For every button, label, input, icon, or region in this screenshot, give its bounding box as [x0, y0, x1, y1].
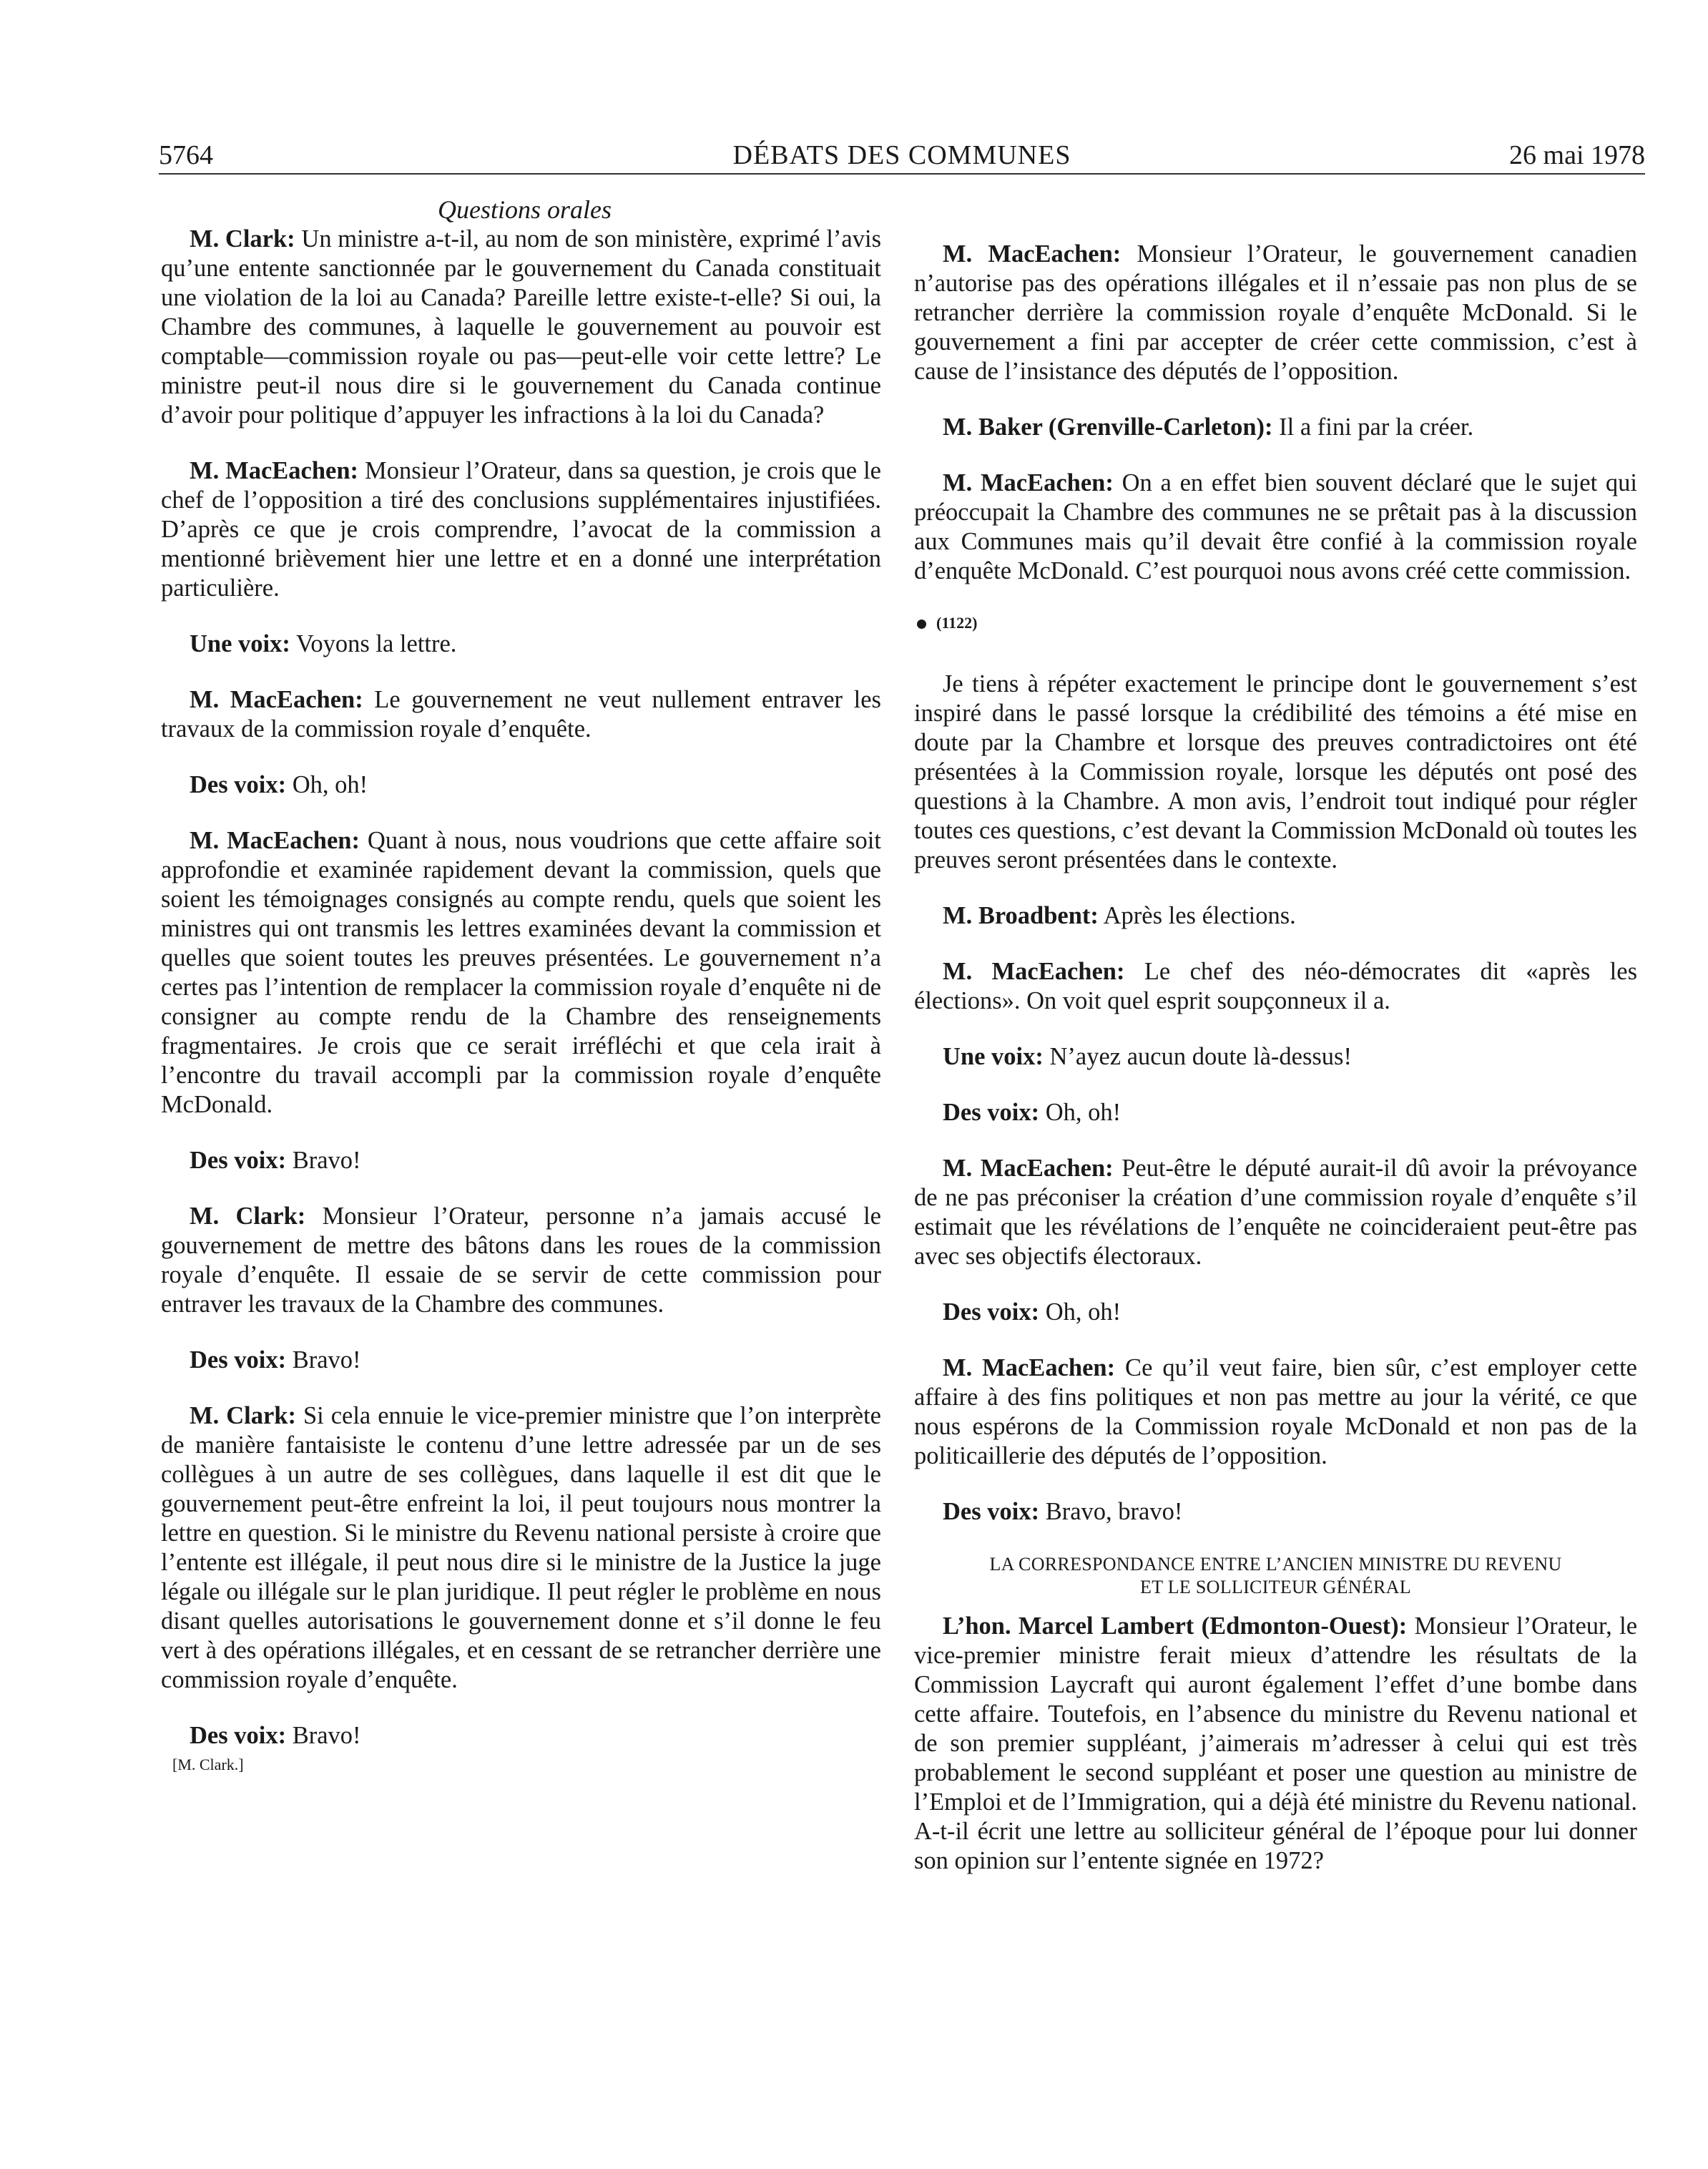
- speech-paragraph: [161, 770, 881, 800]
- speech-paragraph: [161, 1401, 881, 1695]
- speaker-name: Des voix:: [190, 1346, 287, 1374]
- time-marker: [914, 612, 1637, 634]
- speaker-name: M. MacEachen:: [943, 1155, 1114, 1182]
- speech-paragraph: [161, 826, 881, 1120]
- speech-text: Il a fini par la créer.: [1272, 413, 1474, 441]
- speech-paragraph: [914, 1298, 1637, 1327]
- section-heading-line: LA CORRESPONDANCE ENTRE L’ANCIEN MINISTRE DU REVENU: [989, 1554, 1562, 1575]
- speech-paragraph: [161, 225, 881, 430]
- speech-text: Bravo!: [286, 1722, 361, 1749]
- speaker-name: Des voix:: [190, 1722, 287, 1749]
- speech-paragraph: [914, 901, 1637, 931]
- speaker-name: M. MacEachen:: [190, 686, 363, 713]
- bullet-icon: [917, 620, 926, 629]
- speech-text: Bravo!: [286, 1346, 361, 1374]
- speech-text: Je tiens à répéter exactement le principe dont le gouvernement s’est inspiré dans le passé lorsque la crédibilité des témoins a été mise en doute par la Chambre et lorsque des preuves contradictoires ont été présentées à la Commission royale, lorsque les députés ont posé des questions à la Chambre. A mon avis, l’endroit tout indiqué pour régler toutes ces questions, c’est devant la Commission McDonald où toutes les preuves seront présentées dans le contexte.: [914, 670, 1637, 873]
- right-column: [914, 240, 1637, 1902]
- speech-text: Monsieur l’Orateur, le gouvernement canadien n’autorise pas des opérations illégales et il n’essaie pas non plus de se retrancher derrière la commission royale d’enquête McDonald. Si le gouvernement a fini par accepter de créer cette commission, c’est à cause de l’insistance des députés de l’opposition.: [914, 240, 1637, 385]
- page-number: 5764: [159, 140, 213, 170]
- speech-text: Monsieur l’Orateur, le vice-premier ministre ferait mieux d’attendre les résultats de la Commission Laycraft qui auront également l’effet d’une bombe dans cette affaire. Toutefois, en l’absence du ministre du Revenu national et de son premier suppléant, j’aimerais m’adresser à celui qui est très probablement le second suppléant et poser une question au ministre de l’Emploi et de l’Immigration, qui a déjà été ministre du Revenu national. A-t-il écrit une lettre au solliciteur général de l’époque pour lui donner son opinion sur l’entente signée en 1972?: [914, 1612, 1638, 1874]
- speech-text: Oh, oh!: [1039, 1099, 1122, 1126]
- section-title: Questions orales: [438, 195, 612, 224]
- speaker-name: M. MacEachen:: [943, 1354, 1116, 1381]
- speaker-name: M. MacEachen:: [190, 457, 359, 484]
- speech-text: On a en effet bien souvent déclaré que le sujet qui préoccupait la Chambre des communes ne se prêtait pas à la discussion aux Communes mais qu’il devait être confié à la commission royale d’enquête McDonald. C’est pourquoi nous avons créé cette commission.: [914, 469, 1637, 584]
- speech-paragraph: [914, 1154, 1637, 1271]
- speaker-name: Des voix:: [190, 1147, 287, 1174]
- speaker-name: M. MacEachen:: [943, 469, 1114, 496]
- speech-paragraph: [161, 456, 881, 603]
- time-marker-text: (1122): [936, 614, 978, 632]
- speaker-name: M. MacEachen:: [943, 240, 1122, 268]
- speech-text: Peut-être le député aurait-il dû avoir la prévoyance de ne pas préconiser la création d’une commission royale d’enquête s’il estimait que les révélations de l’enquête ne coincideraient peut-être pas avec ses objectifs électoraux.: [914, 1155, 1637, 1270]
- section-heading-line: ET LE SOLLICITEUR GÉNÉRAL: [1140, 1577, 1411, 1597]
- speech-text: Ce qu’il veut faire, bien sûr, c’est employer cette affaire à des fins politiques et non pas mettre au jour la vérité, ce que nous espérons de la Commission royale McDonald et non pas de la politicaillerie des députés de l’opposition.: [914, 1354, 1637, 1469]
- speech-paragraph: [914, 957, 1637, 1016]
- header-rule: [159, 173, 1645, 175]
- speaker-name: Des voix:: [943, 1498, 1040, 1525]
- speaker-name: M. Broadbent:: [943, 902, 1099, 929]
- speaker-name: M. Clark:: [190, 1203, 306, 1230]
- speech-paragraph: [914, 670, 1637, 875]
- speaker-name: Des voix:: [943, 1298, 1040, 1326]
- speech-text: Le gouvernement ne veut nullement entraver les travaux de la commission royale d’enquête.: [161, 686, 881, 743]
- speech-paragraph: [161, 685, 881, 744]
- speaker-name: M. Baker (Grenville-Carleton):: [943, 413, 1273, 441]
- speech-text: Voyons la lettre.: [290, 630, 457, 657]
- speech-text: Monsieur l’Orateur, dans sa question, je crois que le chef de l’opposition a tiré des conclusions supplémentaires injustifiées. D’après ce que je crois comprendre, l’avocat de la commission a mentionné brièvement hier une lettre et en a donné une interprétation particulière.: [161, 457, 881, 602]
- continuation-footnote: [M. Clark.]: [172, 1756, 244, 1773]
- speech-paragraph: [914, 1497, 1637, 1527]
- speech-paragraph: [914, 413, 1637, 442]
- speech-text: N’ayez aucun doute là-dessus!: [1043, 1043, 1352, 1070]
- speech-paragraph: [914, 240, 1637, 386]
- speech-text: Quant à nous, nous voudrions que cette affaire soit approfondie et examinée rapidement devant la commission, quels que soient les témoignages consignés au compte rendu, quels que soient les ministres qui ont transmis les lettres examinées devant la commission et quelles que soient toutes les preuves présentées. Le gouvernement n’a certes pas l’intention de remplacer la commission royale d’enquête ni de consigner au compte rendu de la Chambre des renseignements fragmentaires. Je crois que ce serait irréfléchi et que cela irait à l’encontre du travail accompli par la commission royale d’enquête McDonald.: [161, 827, 881, 1118]
- speech-text: Bravo!: [286, 1147, 361, 1174]
- speech-paragraph: [161, 1721, 881, 1751]
- page-header: [159, 139, 1645, 172]
- speech-text: Un ministre a-t-il, au nom de son ministère, exprimé l’avis qu’une entente sanctionnée par le gouvernement du Canada constituait une violation de la loi au Canada? Pareille lettre existe-t-elle? Si oui, la Chambre des communes, à laquelle le gouvernement au pouvoir est comptable—commission royale ou pas—peut-elle voir cette lettre? Le ministre peut-il nous dire si le gouvernement du Canada continue d’avoir pour politique d’appuyer les infractions à la loi du Canada?: [161, 225, 881, 429]
- publication-date: 26 mai 1978: [1509, 140, 1645, 170]
- speech-text: Monsieur l’Orateur, personne n’a jamais accusé le gouvernement de mettre des bâtons dans les roues de la commission royale d’enquête. Il essaie de se servir de cette commission pour entraver les travaux de la Chambre des communes.: [161, 1203, 881, 1318]
- speaker-name: Des voix:: [190, 771, 287, 798]
- left-column: [161, 195, 881, 1775]
- speech-paragraph: [161, 1346, 881, 1375]
- speech-text: Bravo, bravo!: [1039, 1498, 1183, 1525]
- speech-paragraph: [914, 1098, 1637, 1127]
- speaker-name: Une voix:: [190, 630, 290, 657]
- speech-paragraph: [914, 469, 1637, 586]
- speech-text: Le chef des néo-démocrates dit «après les élections». On voit quel esprit soupçonneux il a.: [914, 958, 1637, 1014]
- speaker-name: M. Clark:: [190, 225, 295, 253]
- speech-paragraph: [914, 1612, 1637, 1876]
- speech-paragraph: [161, 630, 881, 659]
- speech-text: Après les élections.: [1098, 902, 1296, 929]
- speech-paragraph: [914, 1353, 1637, 1471]
- speaker-name: Des voix:: [943, 1099, 1040, 1126]
- speaker-name: Une voix:: [943, 1043, 1044, 1070]
- speech-paragraph: [161, 1202, 881, 1319]
- section-heading: [914, 1553, 1637, 1599]
- journal-title: DÉBATS DES COMMUNES: [732, 140, 1071, 170]
- speech-text: Si cela ennuie le vice-premier ministre que l’on interprète de manière fantaisiste le contenu d’une lettre adressée par un de ses collègues à un autre de ses collègues, dans laquelle il est dit que le gouvernement peut-être enfreint la loi, il peut toujours nous montrer la lettre en question. Si le ministre du Revenu national persiste à croire que l’entente est illégale, il peut nous dire si le ministre de la Justice la juge légale ou illégale sur le plan juridique. Il peut régler le problème en nous disant quelles autorisations le gouvernement donne et s’il donne le feu vert à des opérations illégales, et en cessant de se retrancher derrière une commission royale d’enquête.: [161, 1402, 881, 1693]
- speaker-name: L’hon. Marcel Lambert (Edmonton-Ouest):: [943, 1612, 1408, 1640]
- speaker-name: M. MacEachen:: [190, 827, 360, 854]
- speech-text: Oh, oh!: [1039, 1298, 1122, 1326]
- speech-text: Oh, oh!: [286, 771, 368, 798]
- speaker-name: M. Clark:: [190, 1402, 296, 1429]
- speech-paragraph: [914, 1042, 1637, 1072]
- speech-paragraph: [161, 1146, 881, 1175]
- speaker-name: M. MacEachen:: [943, 958, 1125, 985]
